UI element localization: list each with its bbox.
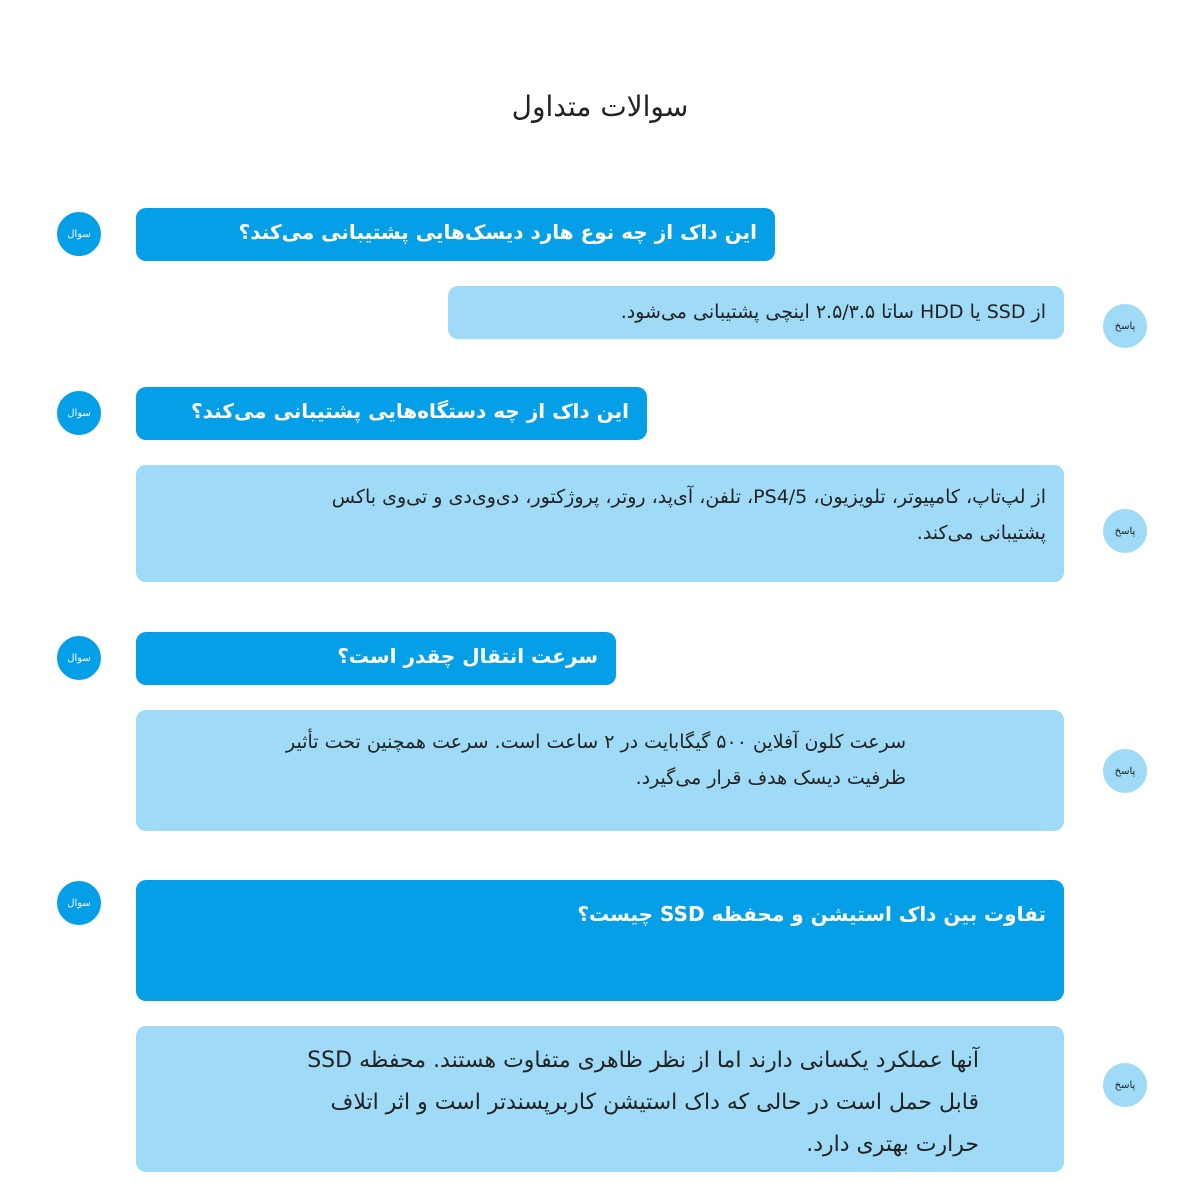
- answer-avatar: پاسخ: [1101, 302, 1149, 350]
- faq-answer-4: [136, 1026, 1064, 1172]
- faq-question-3[interactable]: [136, 632, 616, 685]
- faq-question-text: سرعت انتقال چقدر است؟: [337, 644, 598, 668]
- faq-question-text: این داک از چه نوع هارد دیسک‌هایی پشتیبانی می‌کند؟: [238, 220, 757, 244]
- faq-answer-3: [136, 710, 1064, 831]
- page-title: سوالات متداول: [511, 90, 689, 123]
- faq-answer-text: سرعت کلون آفلاین ۵۰۰ گیگابایت در ۲ ساعت است. سرعت همچنین تحت تأثیر ظرفیت دیسک هدف قرار می‌گیرد.: [286, 731, 906, 790]
- faq-answer-text: آنها عملکرد یکسانی دارند اما از نظر ظاهری متفاوت هستند. محفظه SSD قابل حمل است در حالی که داک استیشن کاربرپسندتر است و اثر اتلاف حرارت بهتری دارد.: [307, 1048, 979, 1157]
- question-avatar: سوال: [55, 210, 103, 258]
- question-avatar: سوال: [55, 879, 103, 927]
- faq-question-text: این داک از چه دستگاه‌هایی پشتیبانی می‌کند؟: [191, 399, 629, 423]
- faq-answer-text: از لپ‌تاپ، کامپیوتر، تلویزیون، PS4/5، تلفن، آی‌پد، روتر، پروژکتور، دی‌وی‌دی و تی‌وی باکس پشتیبانی می‌کند.: [331, 486, 1046, 545]
- faq-answer-text: از SSD یا HDD ساتا ۲.۵/۳.۵ اینچی پشتیبانی می‌شود.: [620, 301, 1046, 323]
- faq-answer-2: [136, 465, 1064, 582]
- answer-avatar: پاسخ: [1101, 747, 1149, 795]
- faq-question-2[interactable]: [136, 387, 647, 440]
- faq-question-1[interactable]: [136, 208, 775, 261]
- question-avatar: سوال: [55, 389, 103, 437]
- answer-avatar: پاسخ: [1101, 1061, 1149, 1109]
- faq-question-4[interactable]: [136, 880, 1064, 1001]
- faq-question-text: تفاوت بین داک استیشن و محفظه SSD چیست؟: [577, 902, 1046, 926]
- faq-answer-1: [448, 286, 1064, 339]
- question-avatar: سوال: [55, 634, 103, 682]
- answer-avatar: پاسخ: [1101, 507, 1149, 555]
